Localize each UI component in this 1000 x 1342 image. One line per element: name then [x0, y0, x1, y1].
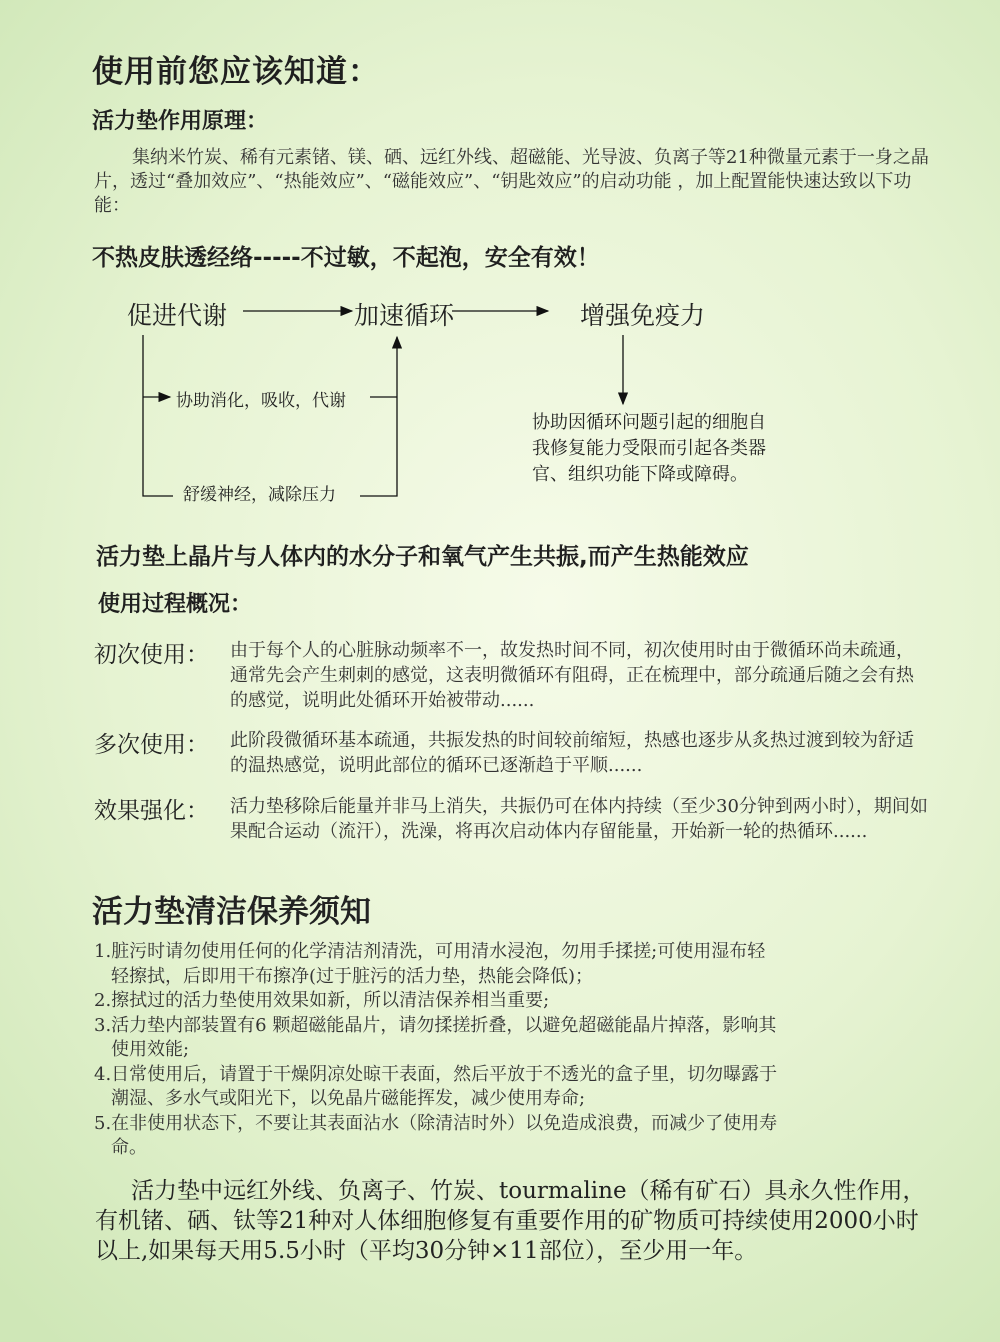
usage-title: 使用过程概况： [98, 592, 253, 617]
care-item: 4.日常使用后，请置于干燥阴凉处晾干表面，然后平放于不透光的盒子里，切勿曝露于 潮湿、多水气或阳光下，以免晶片磁能挥发，减少使用寿命; [94, 1063, 778, 1109]
care-item: 2.擦拭过的活力垫使用效果如新，所以清洁保养相当重要; [94, 990, 550, 1011]
final-paragraph: 活力垫中远红外线、负离子、竹炭、tourmaline（稀有矿石）具永久性作用，有机锗、硒、钛等21种对人体细胞修复有重要作用的矿物质可持续使用2000小时以上,如果每天用5.5小时（平均30分钟×11部位），至少用一年。 [95, 1178, 926, 1264]
slogan: 不热皮肤透经络-----不过敏，不起泡，安全有效！ [92, 245, 600, 271]
usage-desc-first: 由于每个人的心脏脉动频率不一，故发热时间不同，初次使用时由于微循环尚未疏通，通常先会产生刺刺的感觉，这表明微循环有阻碍，正在梳理中，部分疏通后随之会有热的感觉，说明此处循环开始被带动...... [230, 640, 914, 711]
flow-sub-digestion: 协助消化，吸收，代谢 [176, 391, 346, 411]
resonance-heading: 活力垫上晶片与人体内的水分子和氧气产生共振,而产生热能效应 [96, 544, 749, 570]
care-item: 5.在非使用状态下，不要让其表面沾水（除清洁时外）以免造成浪费，而减少了使用寿 命。 [94, 1112, 778, 1158]
flow-node-circulation: 加速循环 [354, 301, 455, 330]
care-item: 1.脏污时请勿使用任何的化学清洁剂清洗，可用清水浸泡，勿用手揉搓;可使用湿布轻 轻擦拭，后即用干布擦净(过于脏污的活力垫，热能会降低)； [94, 941, 766, 987]
care-title: 活力垫清洁保养须知 [92, 894, 371, 930]
usage-term-enhance: 效果强化： [94, 798, 209, 824]
care-list [94, 940, 924, 1161]
principle-title: 活力垫作用原理： [92, 109, 269, 134]
usage-term-first: 初次使用： [94, 642, 209, 668]
main-heading: 使用前您应该知道： [92, 54, 380, 90]
branch-line-left [143, 335, 173, 496]
branch-line-right [360, 337, 397, 496]
usage-desc-repeat: 此阶段微循环基本疏通，共振发热的时间较前缩短，热感也逐步从炙热过渡到较为舒适的温热感觉，说明此部位的循环已逐渐趋于平顺...... [230, 730, 914, 776]
flow-node-metabolism: 促进代谢 [127, 301, 228, 330]
usage-desc-enhance: 活力垫移除后能量并非马上消失，共振仍可在体内持续（至少30分钟到两小时），期间如果配合运动（流汗），洗澡，将再次启动体内存留能量，开始新一轮的热循环...... [230, 796, 928, 842]
flow-diagram [0, 0, 1000, 560]
flow-note: 协助因循环问题引起的细胞自我修复能力受限而引起各类器官、组织功能下降或障碍。 [532, 412, 766, 485]
flow-node-immunity: 增强免疫力 [580, 301, 706, 330]
principle-text: 集纳米竹炭、稀有元素锗、镁、硒、远红外线、超磁能、光导波、负离子等21种微量元素于一身之晶片，透过“叠加效应”、“热能效应”、“磁能效应”、“钥匙效应”的启动功能 ，加上配置能快速达致以下功能： [94, 147, 929, 216]
usage-term-repeat: 多次使用： [94, 732, 209, 758]
flow-sub-relax: 舒缓神经，减除压力 [183, 485, 336, 505]
care-item: 3.活力垫内部装置有6 颗超磁能晶片，请勿揉搓折叠，以避免超磁能晶片掉落，影响其 使用效能; [94, 1014, 777, 1060]
